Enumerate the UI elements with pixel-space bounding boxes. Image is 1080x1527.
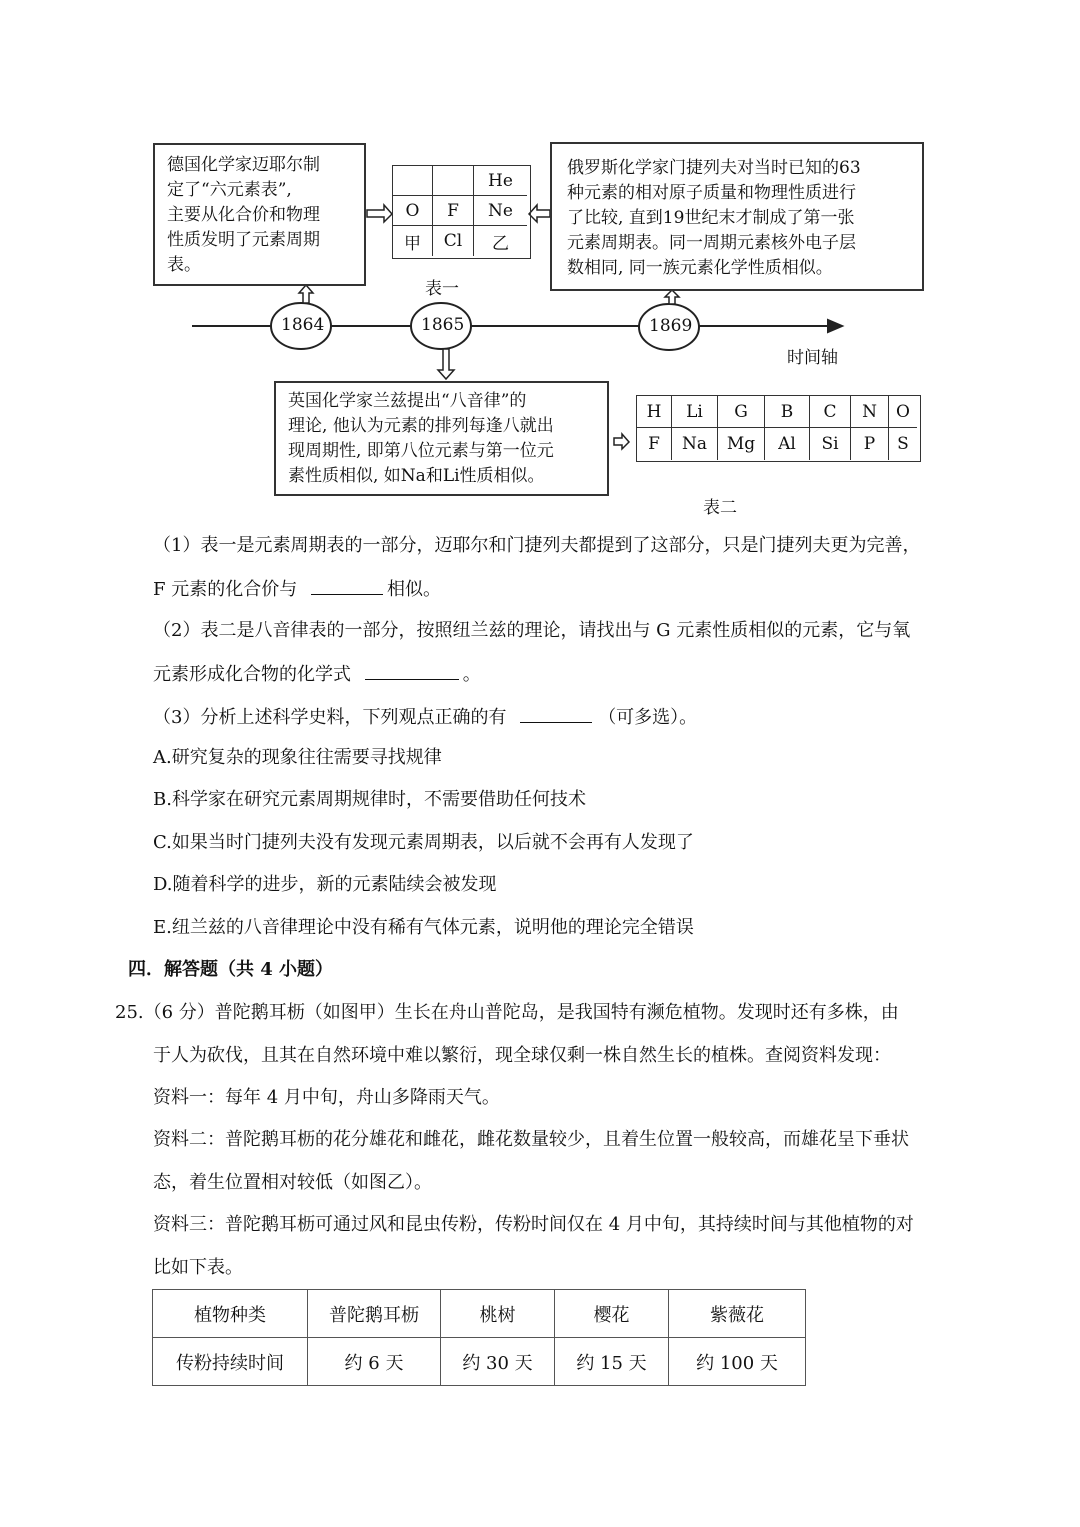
box-line: 德国化学家迈耶尔制 <box>167 155 320 175</box>
year-1869: 1869 <box>649 316 693 336</box>
element-cell: 乙 <box>492 233 509 254</box>
box-line: 表。 <box>167 255 201 275</box>
q2-line2 <box>153 661 481 687</box>
q25-line: 态，着生位置相对较低（如图乙）。 <box>153 1172 432 1193</box>
q3-line <box>153 704 697 730</box>
q1-answer-blank[interactable] <box>311 576 383 595</box>
q25-line: 资料二：普陀鹅耳枥的花分雄花和雌花，雌花数量较少，且着生位置一般较高，而雄花呈下垂状 <box>153 1129 909 1150</box>
q3-text-end: （可多选）。 <box>598 707 698 728</box>
box-line: 种元素的相对原子质量和物理性质进行 <box>567 183 856 203</box>
q25-line: 资料三：普陀鹅耳枥可通过风和昆虫传粉，传粉时间仅在 4 月中旬，其持续时间与其他植物的对 <box>153 1214 914 1235</box>
element-cell: Cl <box>433 226 474 256</box>
element-cell: Mg <box>718 428 765 460</box>
element-cell: F <box>433 196 474 226</box>
header-cell: 紫薇花 <box>669 1290 806 1338</box>
q25-line: 资料一：每年 4 月中旬，舟山多降雨天气。 <box>153 1087 500 1108</box>
box-line: 主要从化合价和物理 <box>167 205 320 225</box>
table-one-label: 表一 <box>425 279 459 299</box>
section-heading: 四．解答题（共 4 小题） <box>128 959 334 980</box>
element-cell: O <box>889 396 917 428</box>
box-line: 元素周期表。同一周期元素核外电子层 <box>567 233 856 253</box>
box-line: 俄罗斯化学家门捷列夫对当时已知的63 <box>567 158 861 178</box>
element-cell: C <box>810 396 851 428</box>
newlands-box <box>274 381 609 496</box>
element-cell: Ne <box>474 196 527 226</box>
option-c: C.如果当时门捷列夫没有发现元素周期表，以后就不会再有人发现了 <box>153 832 694 853</box>
table-two-label: 表二 <box>703 498 737 518</box>
header-cell: 樱花 <box>555 1290 669 1338</box>
option-e: E.纽兰兹的八音律理论中没有稀有气体元素，说明他的理论完全错误 <box>153 917 694 938</box>
arrow-right-table2 <box>614 434 629 449</box>
timeline-label: 时间轴 <box>787 348 838 368</box>
q25-line: 比如下表。 <box>153 1257 243 1278</box>
box-line: 理论, 他认为元素的排列每逢八就出 <box>288 416 554 436</box>
q2-text: 元素形成化合物的化学式 <box>153 664 351 685</box>
element-cell <box>433 166 474 196</box>
box-line: 英国化学家兰兹提出“八音律”的 <box>288 391 527 411</box>
q2-text-end: 。 <box>462 664 481 685</box>
element-cell: S <box>897 434 909 454</box>
year-1865: 1865 <box>421 315 465 335</box>
table-header-row <box>153 1290 806 1338</box>
arrow-right-box1 <box>367 205 392 222</box>
option-b: B.科学家在研究元素周期规律时，不需要借助任何技术 <box>153 789 586 810</box>
header-cell: 普陀鹅耳枥 <box>308 1290 441 1338</box>
table-one <box>392 165 531 259</box>
q1-text: F 元素的化合价与 <box>153 579 298 600</box>
element-cell: G <box>718 396 765 428</box>
element-cell: Na <box>672 428 718 460</box>
row-cell: 约 6 天 <box>308 1338 441 1386</box>
q1-line2 <box>153 576 441 602</box>
header-cell: 植物种类 <box>153 1290 308 1338</box>
element-cell: H <box>637 396 672 428</box>
q25-line: 于人为砍伐，且其在自然环境中难以繁衍，现全球仅剩一株自然生长的植株。查阅资料发现： <box>153 1045 891 1066</box>
row-cell: 约 30 天 <box>441 1338 555 1386</box>
meyer-box <box>153 143 366 286</box>
q25-line: 25.（6 分）普陀鹅耳枥（如图甲）生长在舟山普陀岛，是我国特有濒危植物。发现时还有多株，由 <box>115 1002 899 1023</box>
q1-line1: （1）表一是元素周期表的一部分，迈耶尔和门捷列夫都提到了这部分，只是门捷列夫更为完善， <box>153 535 921 556</box>
row-cell: 约 100 天 <box>669 1338 806 1386</box>
timeline-arrowhead <box>828 320 842 332</box>
element-cell: Al <box>765 428 810 460</box>
header-cell: 桃树 <box>441 1290 555 1338</box>
q3-answer-blank[interactable] <box>520 704 592 723</box>
q3-text: （3）分析上述科学史料，下列观点正确的有 <box>153 707 507 728</box>
element-cell: B <box>765 396 810 428</box>
element-cell <box>393 166 433 196</box>
element-cell: F <box>637 428 672 460</box>
box-line: 素性质相似, 如Na和Li性质相似。 <box>288 466 545 486</box>
pollination-table <box>152 1289 806 1386</box>
element-cell: N <box>851 396 889 428</box>
box-line: 现周期性, 即第八位元素与第一位元 <box>288 441 554 461</box>
arrow-up-1869 <box>665 290 679 304</box>
row-cell: 传粉持续时间 <box>153 1338 308 1386</box>
box-line: 性质发明了元素周期 <box>167 230 320 250</box>
element-cell: 甲 <box>393 226 433 256</box>
element-cell: Li <box>672 396 718 428</box>
element-cell: O <box>393 196 433 226</box>
option-d: D.随着科学的进步，新的元素陆续会被发现 <box>153 874 497 895</box>
table-two <box>636 395 921 462</box>
arrow-up-1864 <box>299 285 313 303</box>
box-line: 了比较, 直到19世纪末才制成了第一张 <box>567 208 855 228</box>
row-cell: 约 15 天 <box>555 1338 669 1386</box>
box-line: 定了“六元素表”, <box>167 180 292 200</box>
year-1864: 1864 <box>281 315 325 335</box>
mendeleev-box <box>550 142 924 291</box>
element-cell: P <box>851 428 889 460</box>
arrow-left-box3 <box>529 205 550 222</box>
q2-line1: （2）表二是八音律表的一部分，按照纽兰兹的理论，请找出与 G 元素性质相似的元素，它与氧 <box>153 620 911 641</box>
element-cell: He <box>474 166 527 196</box>
element-cell: Si <box>810 428 851 460</box>
option-a: A.研究复杂的现象往往需要寻找规律 <box>153 747 442 768</box>
box-line: 数相同, 同一族元素化学性质相似。 <box>567 258 833 278</box>
table-row <box>153 1338 806 1386</box>
q1-text-end: 相似。 <box>386 579 441 600</box>
q2-answer-blank[interactable] <box>365 661 459 680</box>
arrow-down-1865 <box>438 349 454 379</box>
